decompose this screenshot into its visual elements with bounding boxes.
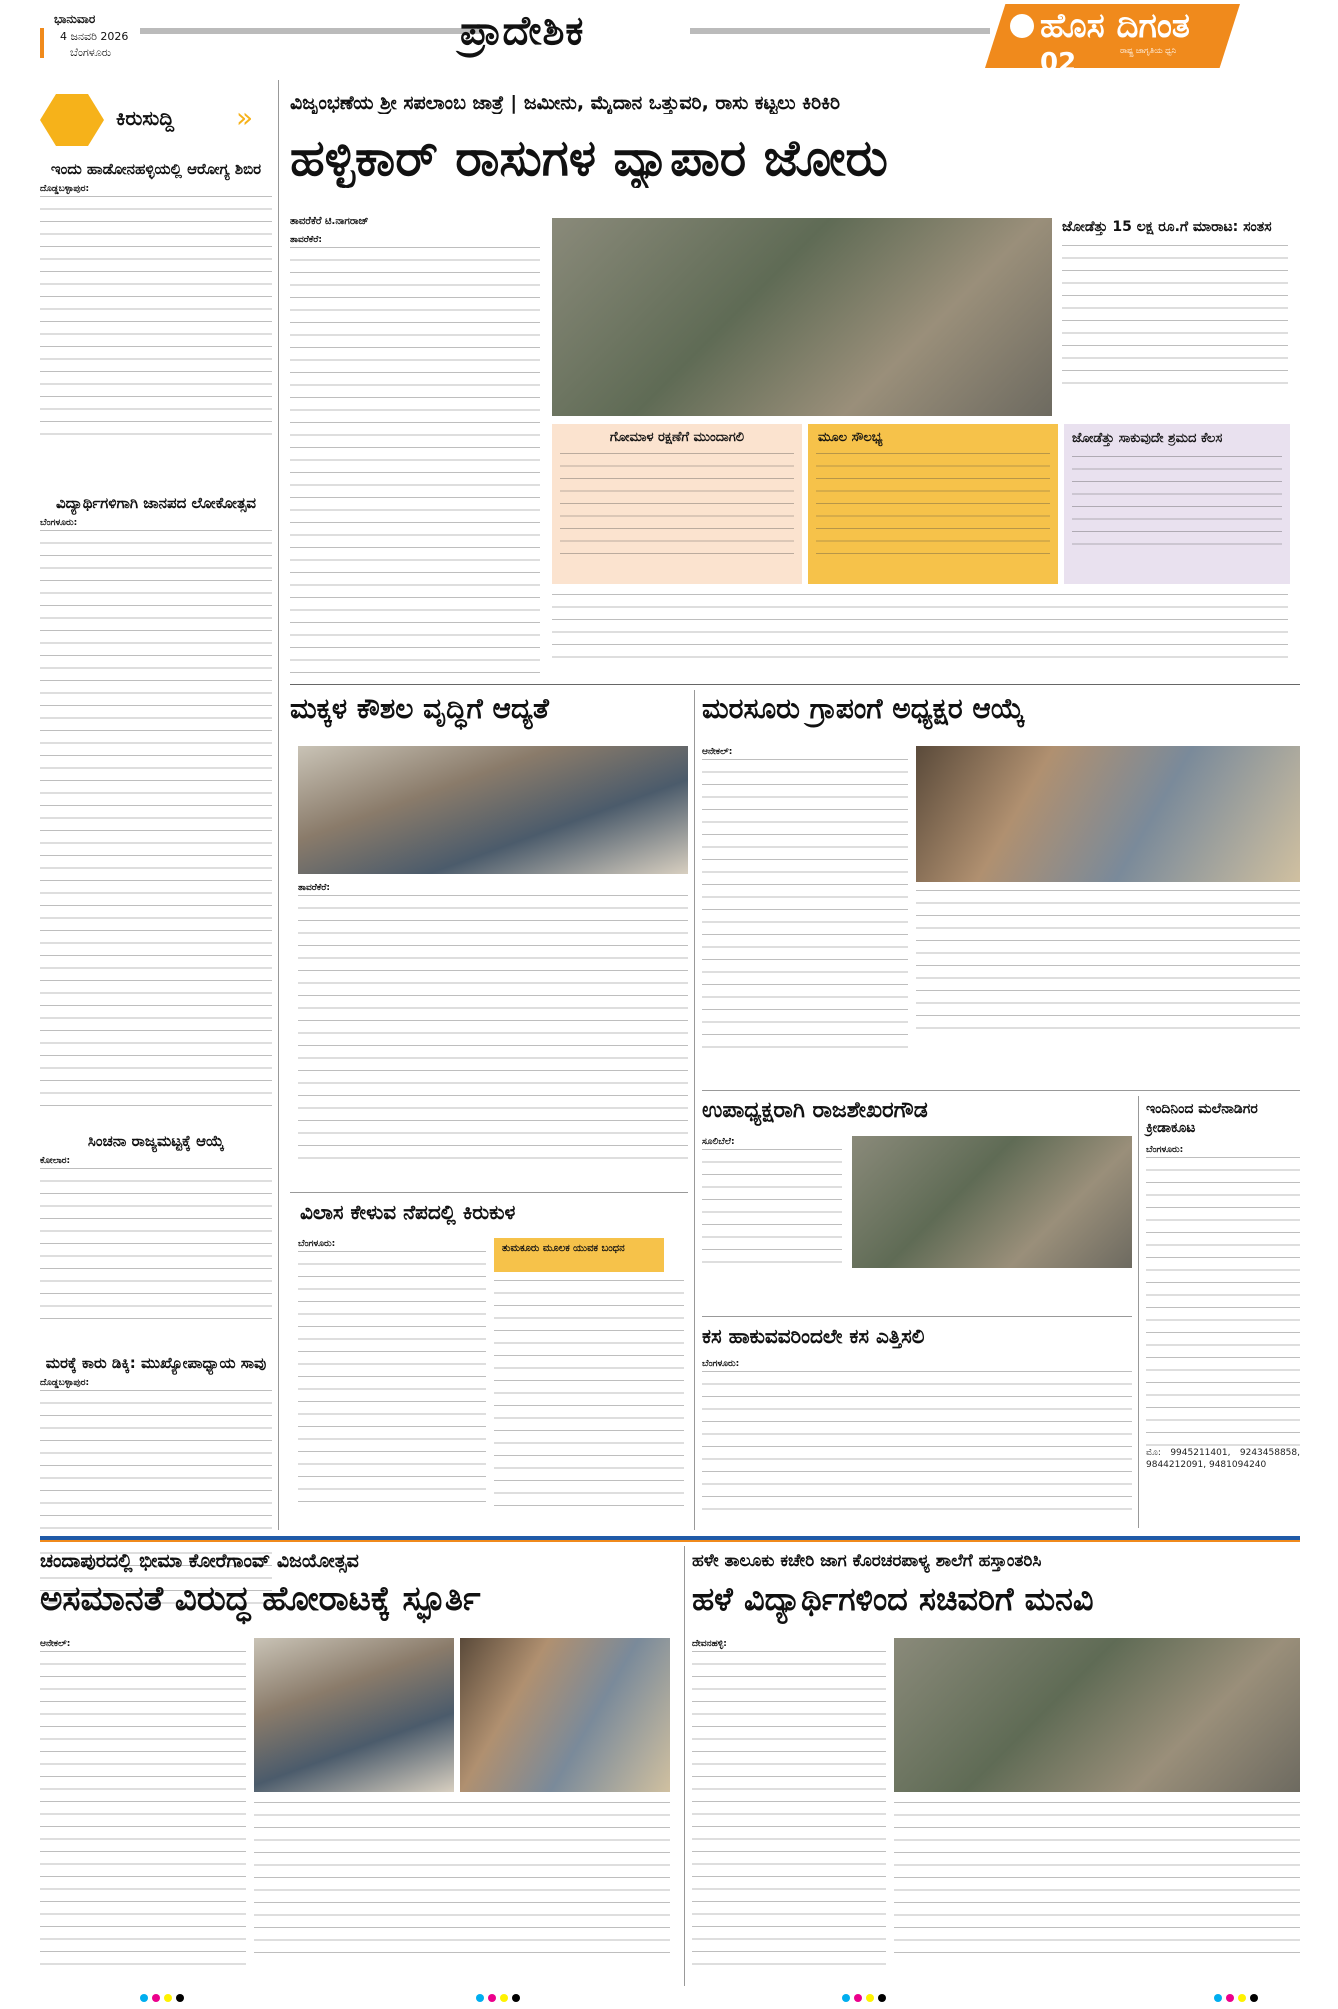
sidebar [40, 92, 272, 1532]
mid-right-dateline: ಆನೇಕಲ್: [702, 747, 733, 757]
lead-box-gomala [552, 424, 802, 584]
mid-right-lines-2 [916, 890, 1300, 1040]
bottom-left-dateline: ಆನೇಕಲ್: [40, 1639, 71, 1649]
story-dateline: ಬೆಂಗಳೂರು: [40, 518, 78, 528]
story-dateline: ದೊಡ್ಡಬಳ್ಳಾಪುರ: [40, 184, 90, 194]
story-title: ಇಂದು ಹಾಡೋನಹಳ್ಳಿಯಲ್ಲಿ ಆರೋಗ್ಯ ಶಿಬಿರ [50, 160, 262, 178]
mid-left-lines [298, 895, 688, 1165]
vilasa-story [290, 1198, 688, 1528]
masthead-day: ಭಾನುವಾರ [54, 12, 96, 26]
students-photo [298, 746, 688, 874]
bottom-left-story [40, 1546, 676, 1986]
lead-headline: ಹಳ್ಳಿಕಾರ್ ರಾಸುಗಳ ವ್ಯಾಪಾರ ಜೋರು [290, 129, 888, 187]
krida-story [1146, 1100, 1300, 1528]
vilasa-tag [494, 1238, 664, 1272]
bottom-left-lines [40, 1651, 246, 1971]
box-body-lines [1072, 456, 1282, 546]
bottom-column-divider [684, 1546, 685, 1986]
upa-body [702, 1136, 842, 1269]
masthead-rule-left [140, 28, 480, 34]
upa-story [702, 1096, 1132, 1316]
krida-divider [1138, 1096, 1139, 1528]
krida-phones: ಮೊ: 9945211401, 9243458858, 9844212091, 9481094240 [1146, 1447, 1300, 1470]
kasa-headline: ಕಸ ಹಾಕುವವರಿಂದಲೇ ಕಸ ಎತ್ತಿಸಲಿ [702, 1324, 925, 1348]
krida-body [1146, 1144, 1300, 1471]
lead-cattle-photo [552, 218, 1052, 416]
mid-right-lines [702, 759, 908, 1059]
mid-column-divider [694, 690, 695, 1530]
vilasa-headline: ವಿಲಾಸ ಕೇಳುವ ನೆಪದಲ್ಲಿ ಕಿರುಕುಳ [300, 1200, 516, 1224]
kasa-story [702, 1322, 1132, 1528]
registration-mark [488, 1994, 496, 2002]
box-title: ಗೋಮಾಳ ರಕ್ಷಣೆಗೆ ಮುಂದಾಗಲಿ [609, 430, 745, 445]
section-title: ಪ್ರಾದೇಶಿಕ [460, 8, 585, 54]
upa-lines [702, 1149, 842, 1269]
mid-right-headline: ಮರಸೂರು ಗ್ರಾಪಂಗೆ ಅಧ್ಯಕ್ಷರ ಆಯ್ಕೆ [702, 692, 1025, 725]
mid-right-story [702, 690, 1300, 1090]
lead-side-column [1062, 218, 1288, 395]
lead-body-lines [290, 247, 540, 677]
lead-bottom-lines [552, 594, 1288, 664]
registration-mark [164, 1994, 172, 2002]
kasa-lines [702, 1371, 1132, 1521]
bottom-right-kicker: ಹಳೇ ತಾಲೂಕು ಕಚೇರಿ ಜಾಗ ಕೊರಚರಪಾಳ್ಯ ಶಾಲೆಗೆ ಹಸ್ತಾಂತರಿಸಿ [692, 1551, 1042, 1571]
registration-mark [1250, 1994, 1258, 2002]
kirusuddi-label: ಕಿರುಸುದ್ದಿ [116, 106, 175, 130]
registration-mark [176, 1994, 184, 2002]
logo-tagline: ರಾಷ್ಟ್ರ ಜಾಗೃತಿಯ ಧ್ವನಿ [1120, 46, 1177, 55]
registration-mark [842, 1994, 850, 2002]
bottom-right-lines [692, 1651, 886, 1971]
bottom-left-body [40, 1638, 246, 1971]
story-dateline: ದೊಡ್ಡಬಳ್ಳಾಪುರ: [40, 1378, 90, 1388]
vilasa-lines-1 [298, 1251, 486, 1511]
registration-mark [878, 1994, 886, 2002]
lead-box-mula [808, 424, 1058, 584]
krida-dateline: ಬೆಂಗಳೂರು: [1146, 1145, 1184, 1155]
box-title: ಜೋಡೆತ್ತು ಸಾಕುವುದೇ ಶ್ರಮದ ಕೆಲಸ [1072, 431, 1223, 446]
bottom-left-lines-2 [254, 1802, 670, 1962]
gram-panchayat-photo [916, 746, 1300, 882]
registration-mark [866, 1994, 874, 2002]
story-title: ವಿದ್ಯಾರ್ಥಿಗಳಿಗಾಗಿ ಜಾನಪದ ಲೋಕೋತ್ಸವ [55, 494, 257, 512]
lead-side-lines [1062, 245, 1288, 395]
vilasa-divider [290, 1192, 688, 1193]
masthead [0, 0, 1338, 78]
kirusuddi-badge [40, 92, 270, 148]
lead-kicker: ವಿಜೃಂಭಣೆಯ ಶ್ರೀ ಸಪಲಾಂಬ ಜಾತ್ರೆ | ಜಮೀನು, ಮೈದಾನ ಒತ್ತುವರಿ, ರಾಸು ಕಟ್ಟಲು ಕಿರಿಕಿರಿ [290, 92, 841, 114]
registration-mark [500, 1994, 508, 2002]
orange-edge-bar [40, 28, 44, 58]
bottom-right-story [692, 1546, 1300, 1986]
vilasa-dateline: ಬೆಂಗಳೂರು: [298, 1239, 336, 1249]
sidebar-story-1 [40, 160, 272, 446]
box-body-lines [560, 453, 794, 563]
bottom-right-lines-2 [894, 1802, 1300, 1962]
page-number: 02 [1040, 48, 1077, 78]
bottom-right-headline: ಹಳೆ ವಿದ್ಯಾರ್ಥಿಗಳಿಂದ ಸಚಿವರಿಗೆ ಮನವಿ [692, 1580, 1094, 1618]
story-title: ಮರಕ್ಕೆ ಕಾರು ಡಿಕ್ಕಿ: ಮುಖ್ಯೋಪಾಧ್ಯಾಯ ಸಾವು [45, 1354, 267, 1372]
bottom-right-body [692, 1638, 886, 1971]
mid-left-story [290, 690, 688, 1190]
vilasa-lines-2 [494, 1280, 684, 1510]
registration-mark [854, 1994, 862, 2002]
kasa-body [702, 1358, 1132, 1521]
bottom-band-orange-rule [40, 1540, 1300, 1542]
registration-mark [152, 1994, 160, 2002]
krida-lines [1146, 1157, 1300, 1447]
upa-headline: ಉಪಾಧ್ಯಕ್ಷರಾಗಿ ರಾಜಶೇಖರಗೌಡ [702, 1098, 928, 1123]
upa-divider [702, 1090, 1300, 1091]
lead-divider [290, 684, 1300, 685]
box-title: ಮೂಲ ಸೌಲಭ್ಯ [818, 430, 883, 445]
mid-left-headline: ಮಕ್ಕಳ ಕೌಶಲ ವೃದ್ಧಿಗೆ ಆದ್ಯತೆ [290, 692, 549, 725]
story-dateline: ಕೋಲಾರ: [40, 1156, 71, 1166]
story-body-lines [40, 530, 272, 1110]
bottom-left-kicker: ಚಂದಾಪುರದಲ್ಲಿ ಭೀಮಾ ಕೋರೆಗಾಂವ್ ವಿಜಯೋತ್ಸವ [40, 1550, 359, 1572]
registration-mark [1238, 1994, 1246, 2002]
lead-box-jodettu [1064, 424, 1290, 584]
masthead-rule-right [690, 28, 990, 34]
masthead-date: 4 ಜನವರಿ 2026 [60, 30, 129, 43]
sidebar-story-2 [40, 494, 272, 1110]
registration-mark [1226, 1994, 1234, 2002]
vilasa-tag-text: ತುಮಕೂರು ಮೂಲಕ ಯುವಕ ಬಂಧನ [502, 1243, 625, 1254]
logo-text: ಹೊಸ ದಿಗಂತ [1040, 6, 1190, 46]
chevron-icon: » [236, 101, 254, 134]
masthead-city: ಬೆಂಗಳೂರು [70, 46, 112, 59]
bottom-left-photo-2 [460, 1638, 670, 1792]
sidebar-story-3 [40, 1132, 272, 1328]
mid-left-body [298, 882, 688, 1165]
krida-headline: ಇಂದಿನಿಂದ ಮಲೆನಾಡಿಗರ ಕ್ರೀಡಾಕೂಟ [1146, 1101, 1258, 1136]
registration-mark [476, 1994, 484, 2002]
kasa-divider [702, 1316, 1132, 1317]
vilasa-body [298, 1238, 486, 1511]
bottom-left-photo-1 [254, 1638, 454, 1792]
lead-dateline: ತಾವರೆಕೆರೆ: [290, 235, 322, 245]
registration-mark [1214, 1994, 1222, 2002]
story-title: ಸಿಂಚನಾ ರಾಜ್ಯಮಟ್ಟಕ್ಕೆ ಆಯ್ಕೆ [87, 1132, 225, 1150]
lead-col-1 [290, 234, 540, 677]
story-body-lines [40, 1168, 272, 1328]
bottom-right-dateline: ದೇವನಹಳ್ಳಿ: [692, 1639, 727, 1649]
bottom-left-headline: ಅಸಮಾನತೆ ವಿರುದ್ಧ ಹೋರಾಟಕ್ಕೆ ಸ್ಫೂರ್ತಿ [40, 1579, 481, 1619]
logo-emblem-icon [1010, 14, 1034, 38]
lead-side-title: ಜೋಡೆತ್ತು 15 ಲಕ್ಷ ರೂ.ಗೆ ಮಾರಾಟ: ಸಂತಸ [1062, 219, 1272, 235]
upa-photo [852, 1136, 1132, 1268]
lead-story [290, 84, 1300, 684]
sidebar-divider [278, 80, 279, 1530]
registration-mark [512, 1994, 520, 2002]
upa-dateline: ಸೂಲಿಬೆಲೆ: [702, 1137, 735, 1147]
mid-right-body [702, 746, 908, 1059]
box-body-lines [816, 453, 1050, 563]
pointing-hand-icon [40, 94, 104, 146]
registration-mark [140, 1994, 148, 2002]
mid-left-dateline: ತಾವರೆಕೆರೆ: [298, 883, 330, 893]
story-body-lines [40, 196, 272, 446]
bottom-right-photo [894, 1638, 1300, 1792]
kasa-dateline: ಬೆಂಗಳೂರು: [702, 1359, 740, 1369]
lead-byline: ತಾವರೆಕೆರೆ ಟಿ.ನಾಗರಾಜ್ [290, 216, 369, 227]
